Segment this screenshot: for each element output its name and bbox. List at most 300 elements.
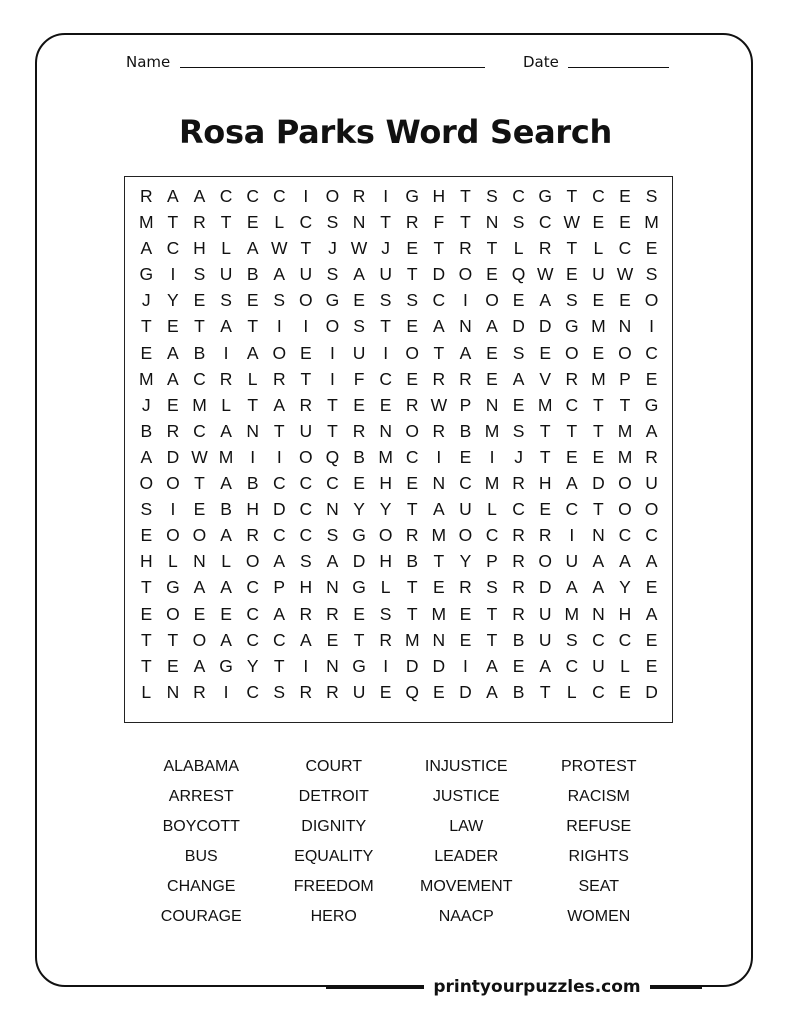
grid-letter[interactable]: E [406, 238, 419, 259]
grid-letter[interactable]: E [406, 316, 419, 337]
grid-letter[interactable]: T [539, 681, 551, 702]
grid-letter[interactable]: C [538, 212, 552, 233]
grid-letter[interactable]: A [193, 655, 206, 676]
grid-letter[interactable]: J [141, 394, 151, 415]
grid-letter[interactable]: M [192, 394, 207, 415]
grid-letter[interactable]: T [300, 368, 312, 389]
grid-letter[interactable]: A [193, 186, 206, 206]
grid-letter[interactable]: Y [246, 655, 259, 676]
grid-letter[interactable]: S [486, 186, 498, 206]
grid-letter[interactable]: C [459, 473, 472, 494]
grid-letter[interactable]: M [378, 446, 393, 467]
grid-letter[interactable]: T [486, 238, 498, 259]
grid-letter[interactable]: I [649, 316, 655, 337]
grid-letter[interactable]: Y [459, 551, 472, 572]
grid-letter[interactable]: T [406, 499, 418, 520]
grid-letter[interactable]: A [619, 551, 631, 572]
grid-letter[interactable]: R [326, 681, 339, 702]
grid-letter[interactable]: R [379, 629, 392, 650]
grid-letter[interactable]: C [379, 368, 392, 389]
grid-letter[interactable]: G [405, 186, 420, 206]
grid-letter[interactable]: D [592, 473, 605, 494]
grid-letter[interactable]: I [276, 316, 282, 337]
grid-letter[interactable]: I [170, 499, 176, 520]
grid-letter[interactable]: C [299, 499, 313, 520]
grid-letter[interactable]: E [645, 238, 658, 259]
grid-letter[interactable]: R [459, 577, 472, 598]
grid-letter[interactable]: A [167, 186, 179, 206]
grid-letter[interactable]: O [166, 603, 180, 624]
grid-letter[interactable]: S [645, 264, 658, 285]
grid-letter[interactable]: W [271, 238, 288, 259]
grid-letter[interactable]: E [193, 290, 206, 311]
grid-letter[interactable]: O [378, 525, 393, 546]
grid-letter[interactable]: M [484, 420, 500, 441]
grid-letter[interactable]: R [219, 368, 233, 389]
grid-letter[interactable]: O [405, 342, 420, 363]
grid-letter[interactable]: R [352, 186, 366, 206]
grid-letter[interactable]: I [462, 655, 468, 676]
grid-letter[interactable]: T [194, 473, 205, 494]
grid-letter[interactable]: P [459, 394, 472, 415]
grid-letter[interactable]: C [326, 473, 339, 494]
grid-letter[interactable]: C [618, 629, 632, 650]
grid-letter[interactable]: R [459, 238, 472, 259]
grid-letter[interactable]: O [139, 473, 154, 494]
grid-letter[interactable]: G [644, 394, 659, 415]
grid-letter[interactable]: T [593, 420, 604, 441]
grid-letter[interactable]: T [140, 629, 152, 650]
grid-letter[interactable]: C [246, 629, 259, 650]
grid-letter[interactable]: L [247, 368, 258, 389]
grid-letter[interactable]: O [299, 290, 313, 311]
grid-letter[interactable]: O [538, 551, 553, 572]
grid-letter[interactable]: R [299, 603, 313, 624]
grid-letter[interactable]: E [619, 290, 631, 311]
grid-letter[interactable]: E [432, 577, 445, 598]
grid-letter[interactable]: C [246, 186, 259, 206]
grid-letter[interactable]: J [328, 238, 337, 259]
grid-letter[interactable]: T [486, 629, 498, 650]
grid-letter[interactable]: A [565, 473, 578, 494]
grid-letter[interactable]: E [379, 394, 392, 415]
grid-letter[interactable]: C [592, 186, 605, 206]
grid-letter[interactable]: U [592, 655, 605, 676]
grid-letter[interactable]: A [140, 238, 153, 259]
grid-letter[interactable]: L [513, 238, 524, 259]
grid-letter[interactable]: C [645, 342, 658, 363]
grid-letter[interactable]: S [273, 681, 286, 702]
grid-letter[interactable]: M [617, 446, 633, 467]
grid-letter[interactable]: D [352, 551, 366, 572]
grid-letter[interactable]: E [379, 681, 392, 702]
grid-letter[interactable]: G [219, 655, 233, 676]
grid-letter[interactable]: E [619, 186, 631, 206]
grid-letter[interactable]: G [352, 577, 366, 598]
grid-letter[interactable]: C [246, 681, 259, 702]
grid-letter[interactable]: H [432, 186, 446, 206]
grid-letter[interactable]: O [564, 342, 579, 363]
grid-letter[interactable]: R [326, 603, 339, 624]
grid-letter[interactable]: T [247, 316, 259, 337]
grid-letter[interactable]: O [618, 499, 632, 520]
grid-letter[interactable]: E [140, 342, 153, 363]
grid-letter[interactable]: E [353, 473, 365, 494]
grid-letter[interactable]: N [379, 420, 392, 441]
grid-letter[interactable]: O [192, 629, 207, 650]
grid-letter[interactable]: U [538, 603, 552, 624]
grid-letter[interactable]: O [458, 525, 473, 546]
grid-letter[interactable]: A [220, 316, 232, 337]
grid-letter[interactable]: E [353, 394, 365, 415]
grid-letter[interactable]: R [405, 525, 419, 546]
grid-letter[interactable]: L [380, 577, 391, 598]
grid-letter[interactable]: R [432, 420, 446, 441]
grid-letter[interactable]: E [592, 446, 605, 467]
grid-letter[interactable]: V [539, 368, 552, 389]
grid-letter[interactable]: H [538, 473, 552, 494]
grid-letter[interactable]: T [140, 577, 152, 598]
grid-letter[interactable]: M [617, 420, 633, 441]
grid-letter[interactable]: O [405, 420, 420, 441]
grid-letter[interactable]: Y [167, 290, 179, 311]
grid-letter[interactable]: W [191, 446, 208, 467]
grid-letter[interactable]: E [193, 603, 206, 624]
grid-letter[interactable]: S [326, 212, 339, 233]
grid-letter[interactable]: T [327, 394, 338, 415]
grid-letter[interactable]: R [512, 551, 525, 572]
grid-letter[interactable]: D [538, 316, 552, 337]
grid-letter[interactable]: T [194, 316, 205, 337]
grid-letter[interactable]: I [383, 655, 389, 676]
grid-letter[interactable]: M [139, 212, 154, 233]
grid-letter[interactable]: B [512, 681, 525, 702]
grid-letter[interactable]: A [326, 551, 339, 572]
grid-letter[interactable]: C [405, 446, 419, 467]
grid-letter[interactable]: O [325, 316, 340, 337]
grid-letter[interactable]: L [221, 551, 231, 572]
grid-letter[interactable]: T [273, 655, 285, 676]
grid-letter[interactable]: I [303, 316, 309, 337]
grid-letter[interactable]: S [220, 290, 232, 311]
grid-letter[interactable]: R [352, 420, 366, 441]
grid-letter[interactable]: S [353, 316, 365, 337]
grid-letter[interactable]: E [645, 655, 658, 676]
date-line[interactable] [568, 67, 669, 68]
grid-letter[interactable]: E [619, 212, 631, 233]
grid-letter[interactable]: E [220, 603, 232, 624]
grid-letter[interactable]: E [167, 394, 179, 415]
grid-letter[interactable]: E [645, 629, 658, 650]
grid-letter[interactable]: L [221, 238, 231, 259]
grid-letter[interactable]: J [141, 290, 151, 311]
grid-letter[interactable]: I [383, 342, 389, 363]
grid-letter[interactable]: T [619, 394, 631, 415]
grid-letter[interactable]: A [645, 420, 658, 441]
grid-letter[interactable]: B [246, 264, 259, 285]
grid-letter[interactable]: T [566, 420, 578, 441]
grid-letter[interactable]: E [326, 629, 339, 650]
grid-letter[interactable]: U [379, 264, 392, 285]
grid-letter[interactable]: N [352, 212, 366, 233]
grid-letter[interactable]: I [330, 368, 335, 389]
grid-letter[interactable]: I [250, 446, 256, 467]
grid-letter[interactable]: C [592, 629, 605, 650]
grid-letter[interactable]: S [379, 603, 392, 624]
grid-letter[interactable]: M [564, 603, 580, 624]
grid-letter[interactable]: Y [353, 499, 365, 520]
grid-letter[interactable]: S [379, 290, 392, 311]
grid-letter[interactable]: L [487, 499, 497, 520]
grid-letter[interactable]: U [538, 629, 552, 650]
grid-letter[interactable]: I [276, 446, 282, 467]
grid-letter[interactable]: G [166, 577, 180, 598]
grid-letter[interactable]: A [300, 629, 312, 650]
grid-letter[interactable]: L [566, 681, 577, 702]
grid-letter[interactable]: E [353, 603, 365, 624]
grid-letter[interactable]: B [512, 629, 525, 650]
grid-letter[interactable]: O [166, 525, 180, 546]
grid-letter[interactable]: N [592, 525, 605, 546]
grid-letter[interactable]: C [565, 655, 579, 676]
grid-letter[interactable]: O [272, 342, 287, 363]
grid-letter[interactable]: R [299, 681, 313, 702]
grid-letter[interactable]: D [432, 655, 446, 676]
grid-letter[interactable]: W [350, 238, 368, 259]
grid-letter[interactable]: M [591, 368, 606, 389]
grid-letter[interactable]: E [592, 212, 605, 233]
grid-letter[interactable]: R [193, 212, 206, 233]
grid-letter[interactable]: A [645, 603, 658, 624]
grid-letter[interactable]: A [220, 525, 232, 546]
grid-letter[interactable]: C [193, 368, 206, 389]
grid-letter[interactable]: A [273, 603, 286, 624]
grid-letter[interactable]: H [379, 551, 392, 572]
grid-letter[interactable]: W [616, 264, 634, 285]
name-line[interactable] [180, 67, 485, 68]
grid-letter[interactable]: E [246, 212, 259, 233]
grid-letter[interactable]: T [167, 629, 179, 650]
grid-letter[interactable]: R [405, 212, 419, 233]
grid-letter[interactable]: A [592, 551, 605, 572]
grid-letter[interactable]: A [273, 264, 286, 285]
grid-letter[interactable]: G [352, 655, 366, 676]
grid-letter[interactable]: D [405, 655, 419, 676]
grid-letter[interactable]: D [645, 681, 658, 702]
grid-letter[interactable]: A [353, 264, 365, 285]
grid-letter[interactable]: S [565, 290, 578, 311]
grid-letter[interactable]: W [536, 264, 554, 285]
grid-letter[interactable]: C [512, 186, 525, 206]
grid-letter[interactable]: E [512, 394, 525, 415]
grid-letter[interactable]: E [619, 681, 631, 702]
grid-letter[interactable]: A [140, 446, 153, 467]
grid-letter[interactable]: R [166, 420, 180, 441]
grid-letter[interactable]: B [459, 420, 472, 441]
grid-letter[interactable]: O [166, 473, 180, 494]
grid-letter[interactable]: L [274, 212, 285, 233]
grid-letter[interactable]: N [246, 420, 259, 441]
grid-letter[interactable]: T [220, 212, 232, 233]
grid-letter[interactable]: O [485, 290, 499, 311]
grid-letter[interactable]: S [406, 290, 419, 311]
grid-letter[interactable]: N [326, 577, 339, 598]
grid-letter[interactable]: E [140, 603, 153, 624]
grid-letter[interactable]: T [406, 603, 418, 624]
grid-letter[interactable]: A [273, 551, 286, 572]
grid-letter[interactable]: A [246, 238, 259, 259]
grid-letter[interactable]: W [563, 212, 581, 233]
grid-letter[interactable]: I [170, 264, 176, 285]
grid-letter[interactable]: H [379, 473, 392, 494]
grid-letter[interactable]: E [645, 577, 658, 598]
grid-letter[interactable]: B [246, 473, 259, 494]
grid-letter[interactable]: O [644, 290, 659, 311]
grid-letter[interactable]: O [644, 499, 659, 520]
grid-letter[interactable]: N [326, 655, 339, 676]
grid-letter[interactable]: E [539, 342, 552, 363]
grid-letter[interactable]: Y [379, 499, 392, 520]
grid-letter[interactable]: O [299, 446, 313, 467]
grid-letter[interactable]: L [620, 655, 630, 676]
grid-letter[interactable]: J [514, 446, 523, 467]
grid-letter[interactable]: N [485, 394, 499, 415]
grid-letter[interactable]: I [303, 186, 309, 206]
grid-letter[interactable]: N [459, 316, 472, 337]
grid-letter[interactable]: R [272, 368, 286, 389]
grid-letter[interactable]: A [432, 316, 445, 337]
grid-letter[interactable]: Y [619, 577, 631, 598]
grid-letter[interactable]: C [565, 394, 579, 415]
grid-letter[interactable]: T [566, 186, 578, 206]
grid-letter[interactable]: E [592, 342, 605, 363]
grid-letter[interactable]: T [593, 394, 604, 415]
grid-letter[interactable]: N [592, 603, 605, 624]
grid-letter[interactable]: A [486, 681, 498, 702]
grid-letter[interactable]: R [432, 368, 446, 389]
grid-letter[interactable]: H [299, 577, 313, 598]
grid-letter[interactable]: A [220, 473, 232, 494]
grid-letter[interactable]: H [246, 499, 259, 520]
grid-letter[interactable]: D [512, 316, 525, 337]
grid-letter[interactable]: L [141, 681, 152, 702]
grid-letter[interactable]: N [326, 499, 339, 520]
grid-letter[interactable]: N [485, 212, 499, 233]
grid-letter[interactable]: P [619, 368, 631, 389]
grid-letter[interactable]: O [192, 525, 207, 546]
grid-letter[interactable]: B [140, 420, 153, 441]
grid-letter[interactable]: E [459, 603, 472, 624]
grid-letter[interactable]: W [430, 394, 448, 415]
grid-letter[interactable]: R [139, 186, 153, 206]
grid-letter[interactable]: R [538, 238, 552, 259]
grid-letter[interactable]: U [219, 264, 233, 285]
grid-letter[interactable]: E [565, 264, 578, 285]
grid-letter[interactable]: R [645, 446, 658, 467]
grid-letter[interactable]: S [512, 420, 525, 441]
grid-letter[interactable]: A [512, 368, 525, 389]
grid-letter[interactable]: C [512, 499, 525, 520]
grid-letter[interactable]: G [325, 290, 340, 311]
grid-letter[interactable]: T [486, 603, 498, 624]
grid-letter[interactable]: T [539, 446, 551, 467]
grid-letter[interactable]: U [352, 342, 366, 363]
grid-letter[interactable]: B [353, 446, 365, 467]
grid-letter[interactable]: T [433, 551, 445, 572]
grid-letter[interactable]: A [539, 290, 552, 311]
grid-letter[interactable]: C [645, 525, 658, 546]
grid-letter[interactable]: G [139, 264, 154, 285]
grid-letter[interactable]: T [300, 238, 312, 259]
grid-letter[interactable]: A [273, 394, 286, 415]
grid-letter[interactable]: F [433, 212, 445, 233]
grid-letter[interactable]: R [538, 525, 552, 546]
grid-letter[interactable]: E [592, 290, 605, 311]
grid-letter[interactable]: R [512, 577, 525, 598]
grid-letter[interactable]: C [219, 186, 233, 206]
grid-letter[interactable]: U [565, 551, 579, 572]
grid-letter[interactable]: M [431, 525, 447, 546]
grid-letter[interactable]: E [459, 446, 472, 467]
grid-letter[interactable]: P [273, 577, 286, 598]
grid-letter[interactable]: I [462, 290, 468, 311]
grid-letter[interactable]: M [218, 446, 234, 467]
grid-letter[interactable]: G [538, 186, 553, 206]
grid-letter[interactable]: R [565, 368, 579, 389]
grid-letter[interactable]: J [381, 238, 391, 259]
grid-letter[interactable]: E [486, 368, 498, 389]
grid-letter[interactable]: S [326, 264, 339, 285]
grid-letter[interactable]: O [325, 186, 340, 206]
grid-letter[interactable]: R [512, 525, 525, 546]
grid-letter[interactable]: C [299, 473, 313, 494]
grid-letter[interactable]: N [618, 316, 632, 337]
grid-letter[interactable]: T [593, 499, 604, 520]
grid-letter[interactable]: B [220, 499, 232, 520]
grid-letter[interactable]: T [247, 394, 259, 415]
grid-letter[interactable]: U [459, 499, 472, 520]
grid-letter[interactable]: R [246, 525, 259, 546]
grid-letter[interactable]: E [645, 368, 658, 389]
grid-letter[interactable]: E [459, 629, 472, 650]
grid-letter[interactable]: N [432, 629, 446, 650]
grid-letter[interactable]: E [300, 342, 312, 363]
grid-letter[interactable]: N [166, 681, 180, 702]
grid-letter[interactable]: H [193, 238, 206, 259]
grid-letter[interactable]: R [512, 473, 525, 494]
grid-letter[interactable]: Q [405, 681, 420, 702]
grid-letter[interactable]: C [272, 186, 286, 206]
grid-letter[interactable]: S [193, 264, 206, 285]
grid-letter[interactable]: O [458, 264, 473, 285]
grid-letter[interactable]: A [539, 655, 552, 676]
grid-letter[interactable]: P [486, 551, 498, 572]
grid-letter[interactable]: I [489, 446, 495, 467]
grid-letter[interactable]: T [380, 212, 391, 233]
footer-site[interactable]: printyourpuzzles.com [424, 974, 650, 1000]
grid-letter[interactable]: C [299, 212, 313, 233]
grid-letter[interactable]: A [432, 499, 445, 520]
grid-letter[interactable]: Q [511, 264, 526, 285]
grid-letter[interactable]: T [539, 420, 551, 441]
grid-letter[interactable]: A [167, 368, 179, 389]
grid-letter[interactable]: S [273, 290, 286, 311]
grid-letter[interactable]: E [167, 655, 179, 676]
grid-letter[interactable]: A [220, 629, 232, 650]
grid-letter[interactable]: E [406, 473, 419, 494]
grid-letter[interactable]: O [618, 473, 632, 494]
grid-letter[interactable]: T [327, 420, 338, 441]
